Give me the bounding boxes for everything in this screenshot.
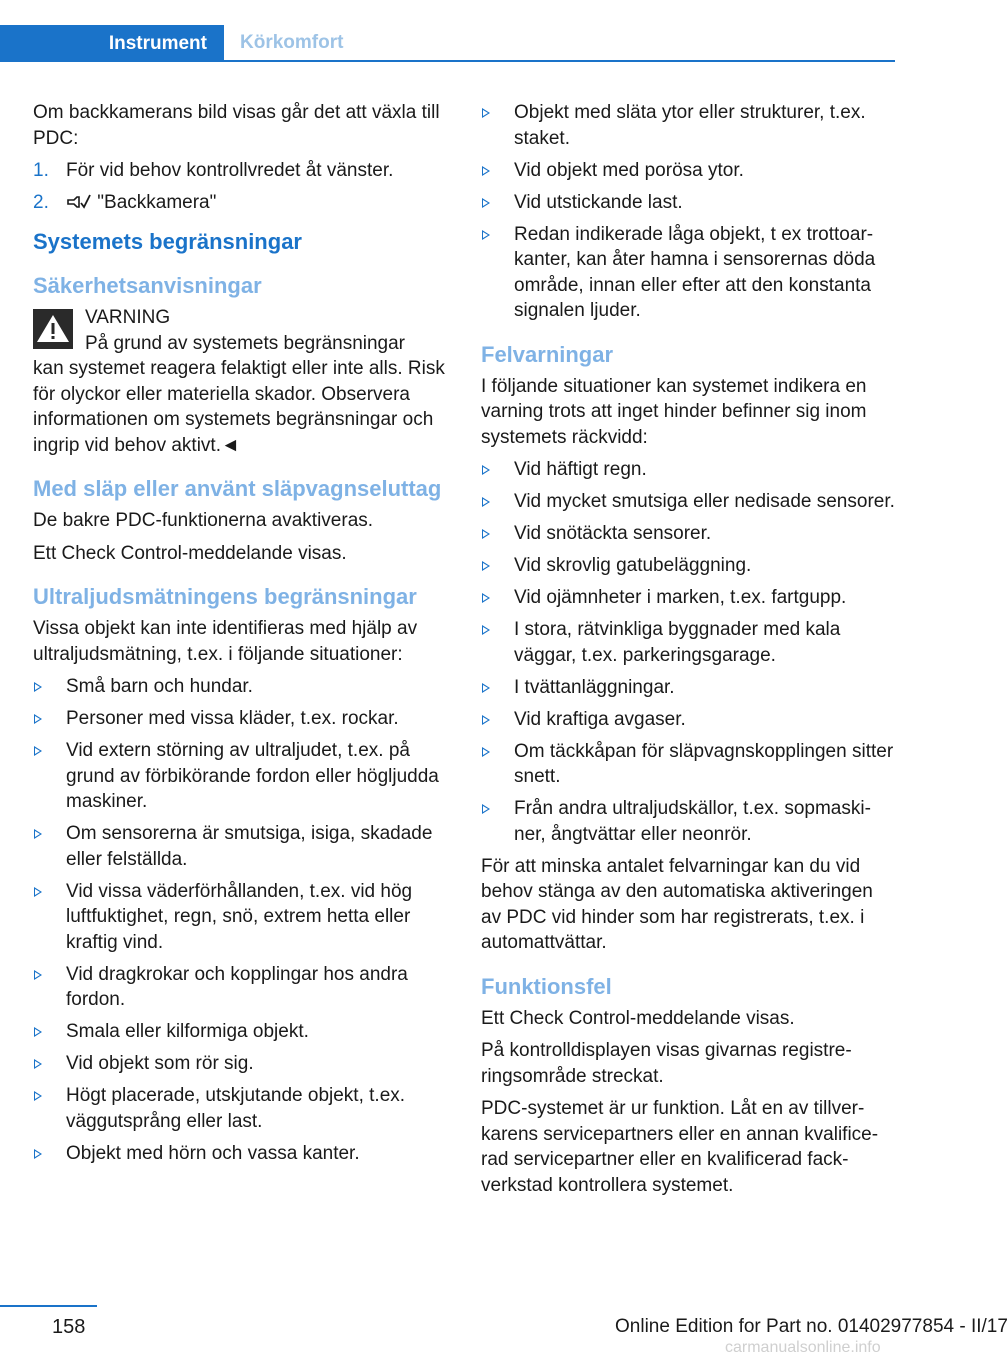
bullet-triangle-icon [34, 887, 42, 897]
bullet-triangle-icon [34, 746, 42, 756]
heading-ultrasound: Ultraljudsmätningens begränsningar [33, 584, 417, 609]
list-item [33, 706, 453, 732]
bullet-triangle-icon [34, 970, 42, 980]
list-item [481, 675, 895, 701]
heading-system-limits: Systemets begränsningar [33, 229, 302, 254]
list-item [33, 674, 453, 700]
step-number: 2. [33, 191, 49, 213]
bullet-triangle-icon [482, 747, 490, 757]
list-item-text: Små barn och hundar. [66, 676, 253, 697]
list-item [481, 100, 895, 151]
list-item-text: Vid häftigt regn. [514, 459, 647, 480]
bullet-triangle-icon [482, 497, 490, 507]
bullet-triangle-icon [34, 682, 42, 692]
list-item-text: Vid ojämnheter i marken, t.ex. fartgupp. [514, 587, 847, 608]
list-item-text: Vid objekt med porösa ytor. [514, 159, 744, 181]
bullet-triangle-icon [34, 1059, 42, 1069]
list-item-text: I tvättanläggningar. [514, 676, 675, 698]
bullet-triangle-icon [34, 714, 42, 724]
rear-camera-icon [66, 192, 92, 212]
false-alarms-list [481, 457, 895, 847]
trailer-paragraph-2: Ett Check Control-meddelande visas. [33, 542, 347, 564]
list-item [481, 553, 895, 579]
list-item [33, 158, 453, 184]
malfunction-paragraph-1: Ett Check Control-meddelande visas. [481, 1007, 795, 1029]
ultrasound-intro: Vissa objekt kan inte identifieras med hjälp av ultraljudsmätning, t.ex. i följande situationer: [33, 618, 418, 665]
list-item-text: Vid dragkrokar och kopplingar hos andra fordon. [66, 963, 408, 1010]
heading-trailer: Med släp eller använt släpvagnseluttag [33, 476, 442, 501]
bullet-triangle-icon [482, 715, 490, 725]
warning-title: VARNING [85, 307, 171, 328]
list-item [33, 962, 453, 1013]
heading-safety: Säkerhetsanvisningar [33, 273, 262, 298]
bullet-triangle-icon [482, 230, 490, 240]
warning-box [33, 305, 453, 458]
bullet-triangle-icon [482, 683, 490, 693]
list-item-text: Redan indikerade låga objekt, t ex trottoarkanter, kan åter hamna i sensorernas döda område, innan eller efter att den konstanta signalen ljuder. [514, 223, 876, 321]
steps-list [33, 158, 453, 215]
footer-divider [0, 1305, 97, 1307]
list-item [33, 1051, 453, 1077]
page-number: 158 [52, 1316, 86, 1338]
list-item [481, 585, 895, 611]
list-item-text: Smala eller kilformiga objekt. [66, 1021, 309, 1042]
list-item-text: Vid utstickande last. [514, 191, 683, 213]
bullet-triangle-icon [482, 198, 490, 208]
false-alarms-intro: I följande situationer kan systemet indikera en varning trots att inget hinder befinner sig inom systemets räckvidd: [481, 375, 867, 448]
list-item-text: Om sensorerna är smutsiga, isiga, skadade eller felställda. [66, 823, 433, 870]
step-text: "Backkamera" [97, 191, 217, 213]
list-item [481, 796, 895, 847]
list-item-text: Vid vissa väderförhållanden, t.ex. vid hög luftfuktighet, regn, snö, extrem hetta eller kraftig vind. [66, 880, 413, 953]
list-item [33, 738, 453, 815]
list-item-text: Vid kraftiga avgaser. [514, 708, 686, 730]
continued-list [481, 100, 895, 324]
bullet-triangle-icon [34, 829, 42, 839]
tab-instrument[interactable]: Instrument [0, 25, 224, 62]
trailer-paragraph-1: De bakre PDC-funktionerna avaktiveras. [33, 510, 374, 531]
list-item [33, 1019, 453, 1045]
malfunction-paragraph-2: På kontrolldisplayen visas givarnas registreringsområde streckat. [481, 1040, 852, 1087]
step-text: För vid behov kontrollvredet åt vänster. [66, 160, 394, 181]
intro-paragraph: Om backkamerans bild visas går det att växla till PDC: [33, 102, 440, 149]
malfunction-paragraph-3: PDC-systemet är ur funktion. Låt en av tillverkarens servicepartners eller en annan kvalificerad servicepartner eller en kvalificerad fackverkstad kontrollera systemet. [481, 1098, 879, 1196]
warning-text-first: På grund av systemets begränsningar [85, 332, 406, 354]
list-item [481, 521, 895, 547]
list-item-text: Personer med vissa kläder, t.ex. rockar. [66, 708, 399, 729]
list-item [481, 707, 895, 733]
list-item [33, 879, 453, 956]
list-item [481, 457, 895, 483]
list-item [481, 222, 895, 324]
header-divider [0, 60, 895, 62]
list-item-text: Vid snötäckta sensorer. [514, 523, 712, 544]
heading-malfunction: Funktionsfel [481, 973, 612, 999]
edition-note: Online Edition for Part no. 01402977854 - II/17 [615, 1316, 1008, 1337]
warning-triangle-icon [33, 309, 73, 349]
tab-korkomfort[interactable]: Körkomfort [240, 31, 344, 53]
list-item-text: Vid objekt som rör sig. [66, 1053, 254, 1074]
heading-false-alarms: Felvarningar [481, 341, 614, 367]
bullet-triangle-icon [482, 625, 490, 635]
list-item [33, 1141, 453, 1167]
list-item [481, 739, 895, 790]
bullet-triangle-icon [34, 1027, 42, 1037]
warning-text-rest: kan systemet reagera felaktigt eller inte alls. Risk för olyckor eller materiella skador. Observera informationen om systemets begränsningar och ingrip vid behov aktivt.◄ [33, 358, 445, 456]
bullet-triangle-icon [34, 1091, 42, 1101]
list-item [33, 821, 453, 872]
list-item [33, 1083, 453, 1134]
false-alarms-outro: För att minska antalet felvarningar kan du vid behov stänga av den automatiska aktiveringen av PDC vid hinder som har registrerats, t.ex. i automattvättar. [481, 855, 873, 953]
list-item-text: Objekt med hörn och vassa kanter. [66, 1142, 360, 1164]
bullet-triangle-icon [482, 561, 490, 571]
list-item-text: Från andra ultraljudskällor, t.ex. sopmaskiner, ångtvättar eller neonrör. [514, 798, 871, 845]
list-item-text: Vid mycket smutsiga eller nedisade sensorer. [514, 491, 895, 512]
bullet-triangle-icon [482, 108, 490, 118]
list-item-text: Objekt med släta ytor eller strukturer, t.ex. staket. [514, 102, 866, 149]
bullet-triangle-icon [34, 1149, 42, 1159]
list-item [481, 617, 895, 668]
step-number: 1. [33, 160, 49, 181]
list-item [481, 158, 895, 184]
list-item [481, 489, 895, 515]
watermark: carmanualsonline.info [725, 1339, 881, 1356]
list-item-text: Högt placerade, utskjutande objekt, t.ex. väggutsprång eller last. [66, 1085, 406, 1132]
right-column [481, 100, 895, 1205]
list-item [481, 190, 895, 216]
list-item [33, 190, 453, 216]
bullet-triangle-icon [482, 166, 490, 176]
bullet-triangle-icon [482, 529, 490, 539]
bullet-triangle-icon [482, 593, 490, 603]
list-item-text: Vid extern störning av ultraljudet, t.ex. på grund av förbikörande fordon eller högljudda maskiner. [66, 740, 439, 812]
list-item-text: Vid skrovlig gatubeläggning. [514, 555, 752, 576]
list-item-text: Om täckkåpan för släpvagnskopplingen sitter snett. [514, 740, 894, 787]
list-item-text: I stora, rätvinkliga byggnader med kala väggar, t.ex. parkeringsgarage. [514, 619, 841, 666]
left-column [33, 100, 453, 1173]
page-header [0, 25, 895, 62]
ultrasound-list [33, 674, 453, 1166]
bullet-triangle-icon [482, 804, 490, 814]
bullet-triangle-icon [482, 465, 490, 475]
